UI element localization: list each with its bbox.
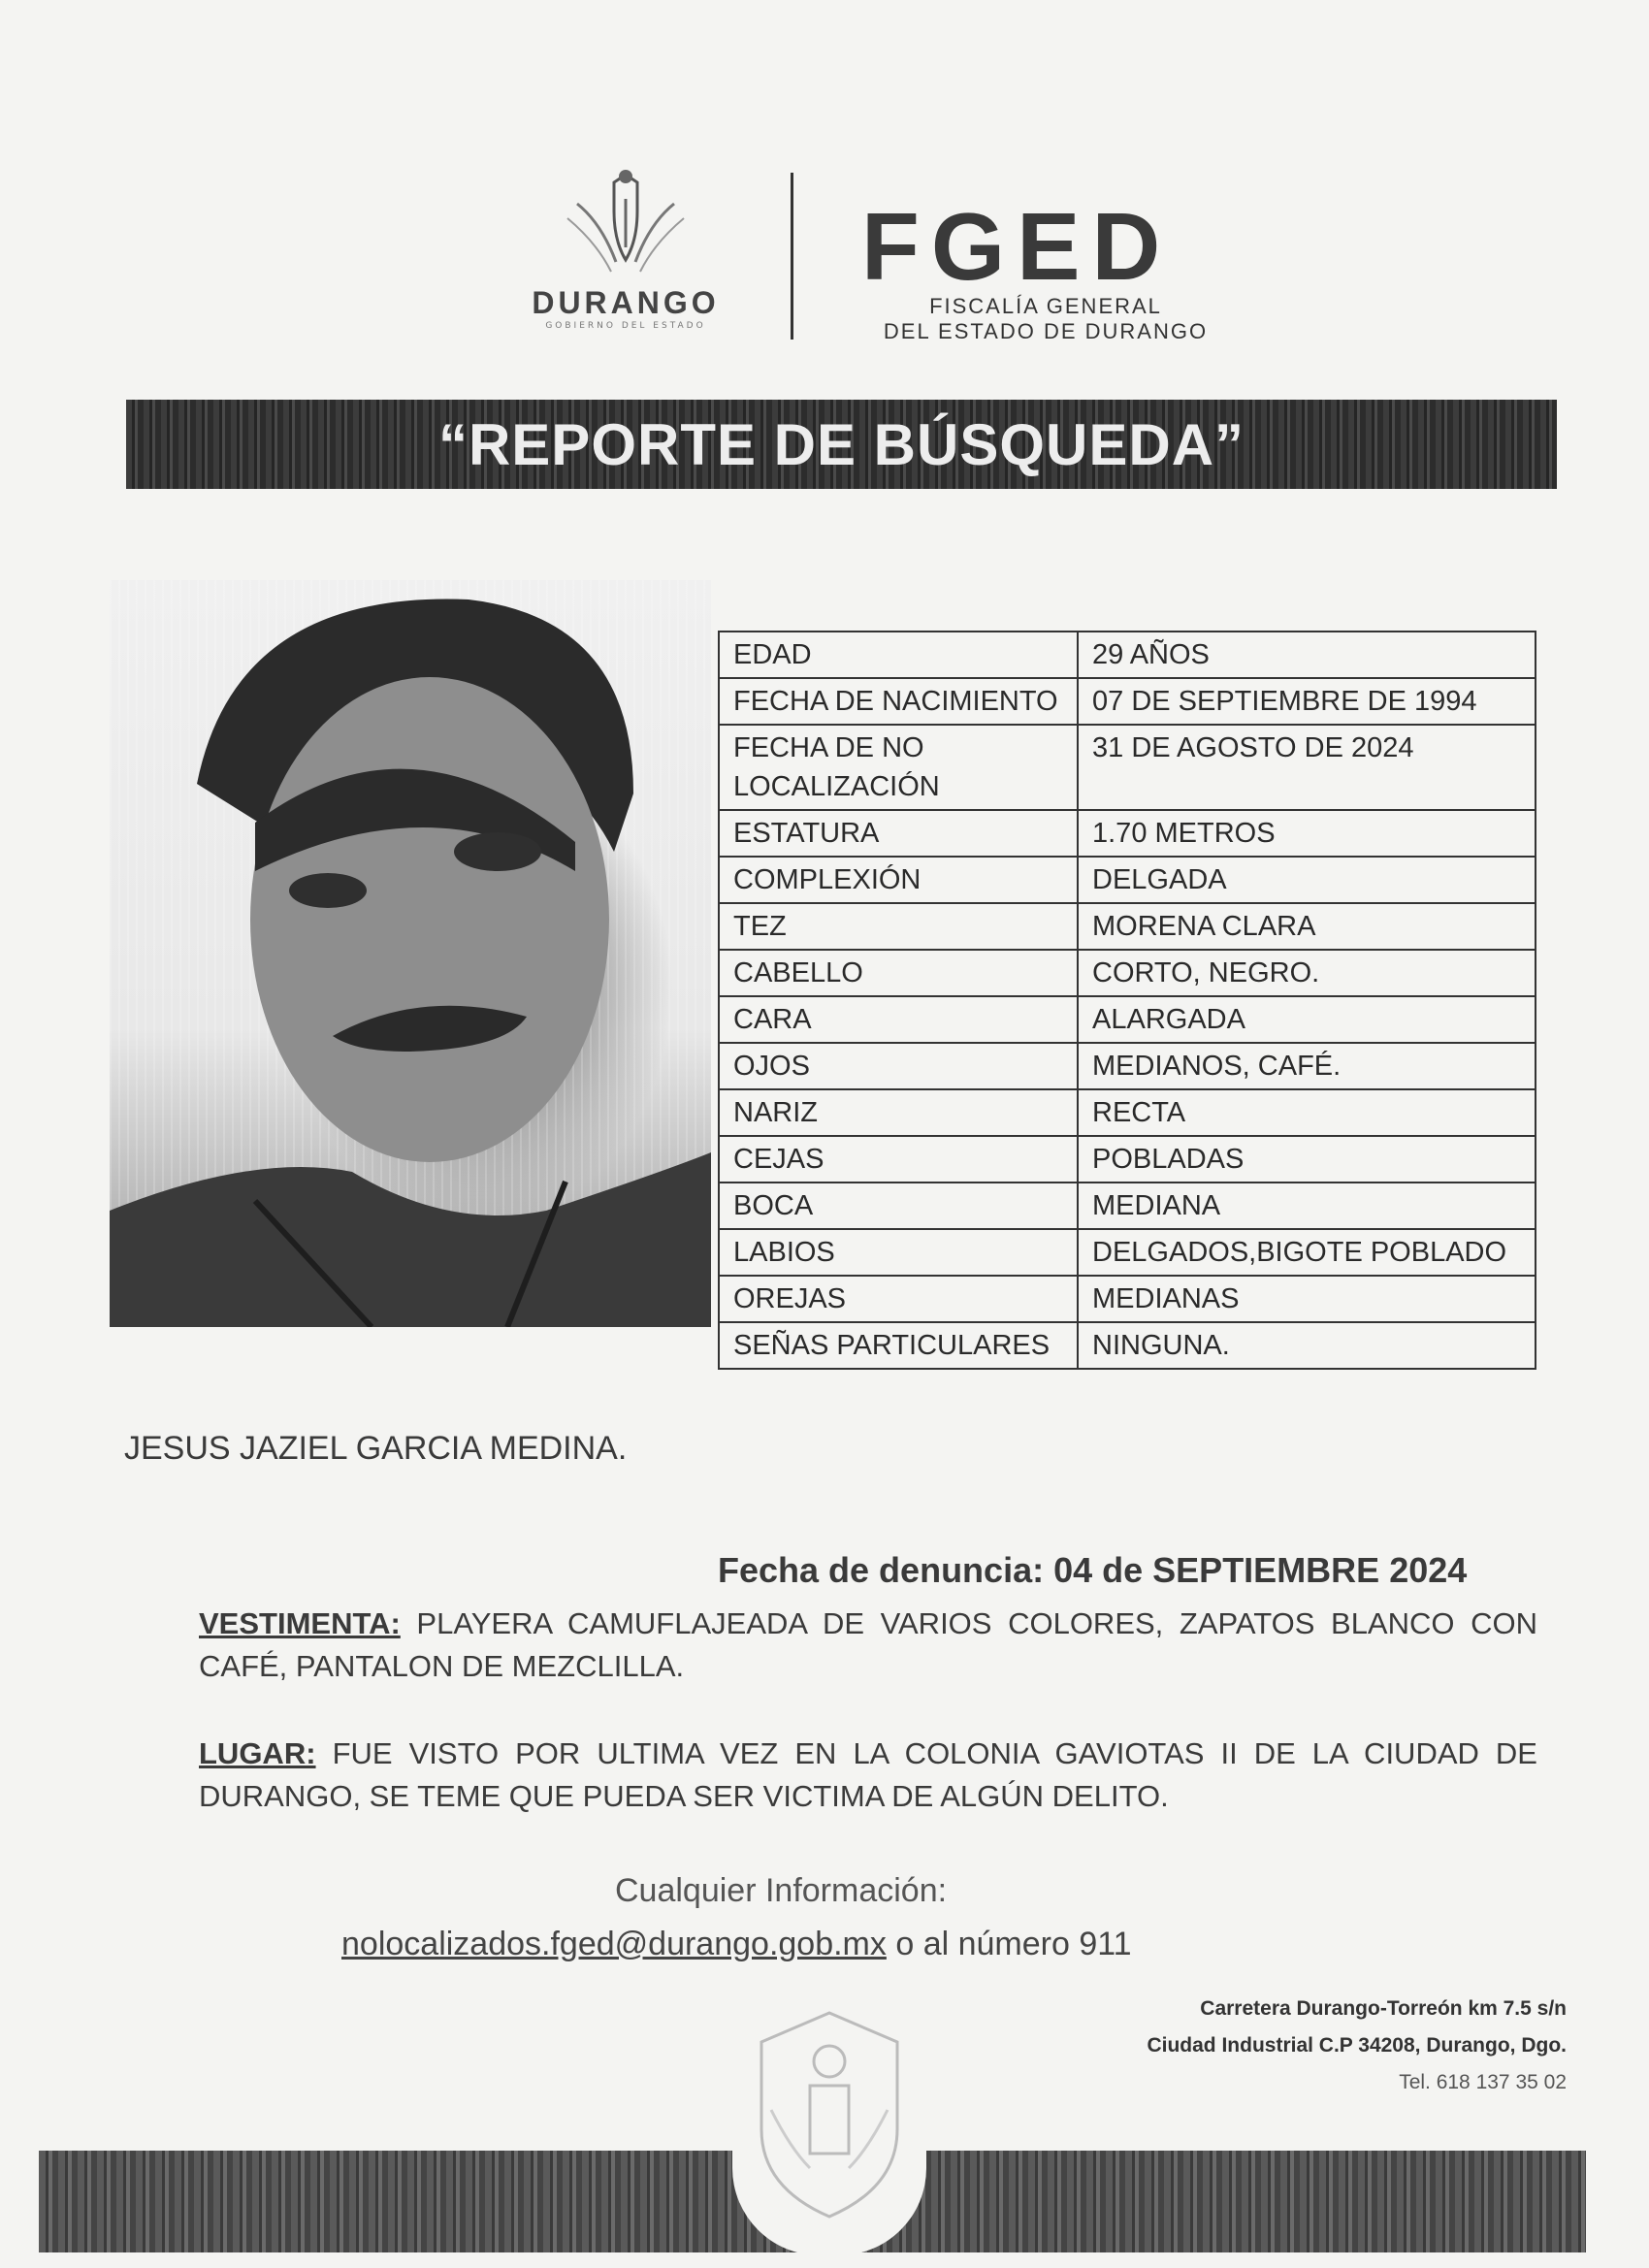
details-row — [719, 996, 1536, 1043]
details-row — [719, 1183, 1536, 1229]
details-row — [719, 1089, 1536, 1136]
contact-email-link[interactable]: nolocalizados.fged@durango.gob.mx — [341, 1926, 887, 1962]
report-title: “REPORTE DE BÚSQUEDA” — [437, 411, 1245, 477]
details-row — [719, 857, 1536, 903]
fged-line-2: DEL ESTADO DE DURANGO — [883, 319, 1209, 344]
details-value: POBLADAS — [1078, 1136, 1536, 1183]
office-address — [1038, 1991, 1567, 2101]
fged-logo — [861, 193, 1230, 345]
title-banner — [126, 400, 1557, 489]
details-row — [719, 810, 1536, 857]
report-date-value: 04 de SEPTIEMBRE 2024 — [1053, 1550, 1468, 1590]
clothing-text: PLAYERA CAMUFLAJEADA DE VARIOS COLORES, ZAPATOS BLANCO CON CAFÉ, PANTALON DE MEZCLILLA. — [199, 1606, 1537, 1683]
details-row — [719, 632, 1536, 678]
report-date — [718, 1550, 1467, 1591]
details-value: 31 DE AGOSTO DE 2024 — [1078, 725, 1536, 810]
details-row — [719, 725, 1536, 810]
details-label: OJOS — [719, 1043, 1078, 1089]
durango-logo — [466, 165, 786, 340]
state-seal-icon — [732, 1993, 926, 2255]
location-description — [199, 1733, 1537, 1818]
durango-logo-subtitle: GOBIERNO DEL ESTADO — [545, 321, 706, 331]
details-value: RECTA — [1078, 1089, 1536, 1136]
durango-logo-text: DURANGO — [532, 285, 720, 320]
details-label: ESTATURA — [719, 810, 1078, 857]
portrait-icon — [110, 580, 711, 1327]
person-name: JESUS JAZIEL GARCIA MEDINA. — [124, 1430, 628, 1467]
details-row — [719, 1136, 1536, 1183]
contact-line — [341, 1926, 1132, 1963]
details-label: CABELLO — [719, 950, 1078, 996]
details-label: FECHA DE NACIMIENTO — [719, 678, 1078, 725]
details-value: 1.70 METROS — [1078, 810, 1536, 857]
details-row — [719, 1043, 1536, 1089]
details-value: MEDIANAS — [1078, 1276, 1536, 1322]
details-value: MEDIANOS, CAFÉ. — [1078, 1043, 1536, 1089]
info-heading: Cualquier Información: — [615, 1872, 948, 1909]
contact-phone-text: o al número 911 — [895, 1926, 1132, 1962]
header-divider — [791, 173, 793, 340]
location-label: LUGAR: — [199, 1736, 316, 1770]
details-value: DELGADA — [1078, 857, 1536, 903]
fged-line-1: FISCALÍA GENERAL — [929, 294, 1162, 318]
details-row — [719, 1229, 1536, 1276]
durango-crest-icon — [563, 165, 689, 281]
details-value: MEDIANA — [1078, 1183, 1536, 1229]
address-line-2: Ciudad Industrial C.P 34208, Durango, Dgo. — [1147, 2034, 1567, 2057]
address-phone: Tel. 618 137 35 02 — [1399, 2071, 1567, 2093]
details-label: NARIZ — [719, 1089, 1078, 1136]
details-label: BOCA — [719, 1183, 1078, 1229]
details-label: OREJAS — [719, 1276, 1078, 1322]
details-label: EDAD — [719, 632, 1078, 678]
report-date-label: Fecha de denuncia: — [718, 1550, 1045, 1590]
clothing-label: VESTIMENTA: — [199, 1606, 401, 1640]
details-value: DELGADOS,BIGOTE POBLADO — [1078, 1229, 1536, 1276]
details-table — [718, 631, 1536, 1370]
details-label: SEÑAS PARTICULARES — [719, 1322, 1078, 1369]
details-value: ALARGADA — [1078, 996, 1536, 1043]
fged-acronym: FGED — [861, 193, 1173, 300]
details-value: MORENA CLARA — [1078, 903, 1536, 950]
details-row — [719, 678, 1536, 725]
details-row — [719, 903, 1536, 950]
details-label: CARA — [719, 996, 1078, 1043]
details-value: 29 AÑOS — [1078, 632, 1536, 678]
location-text: FUE VISTO POR ULTIMA VEZ EN LA COLONIA GAVIOTAS II DE LA CIUDAD DE DURANGO, SE TEME QUE PUEDA SER VICTIMA DE ALGÚN DELITO. — [199, 1736, 1537, 1813]
missing-person-photo — [110, 580, 711, 1327]
details-row — [719, 1276, 1536, 1322]
details-label: FECHA DE NO LOCALIZACIÓN — [719, 725, 1078, 810]
details-label: LABIOS — [719, 1229, 1078, 1276]
details-label: COMPLEXIÓN — [719, 857, 1078, 903]
details-value: CORTO, NEGRO. — [1078, 950, 1536, 996]
details-label: CEJAS — [719, 1136, 1078, 1183]
details-row — [719, 1322, 1536, 1369]
details-value: 07 DE SEPTIEMBRE DE 1994 — [1078, 678, 1536, 725]
clothing-description — [199, 1603, 1537, 1688]
details-row — [719, 950, 1536, 996]
details-label: TEZ — [719, 903, 1078, 950]
details-value: NINGUNA. — [1078, 1322, 1536, 1369]
address-line-1: Carretera Durango-Torreón km 7.5 s/n — [1200, 1997, 1567, 2020]
